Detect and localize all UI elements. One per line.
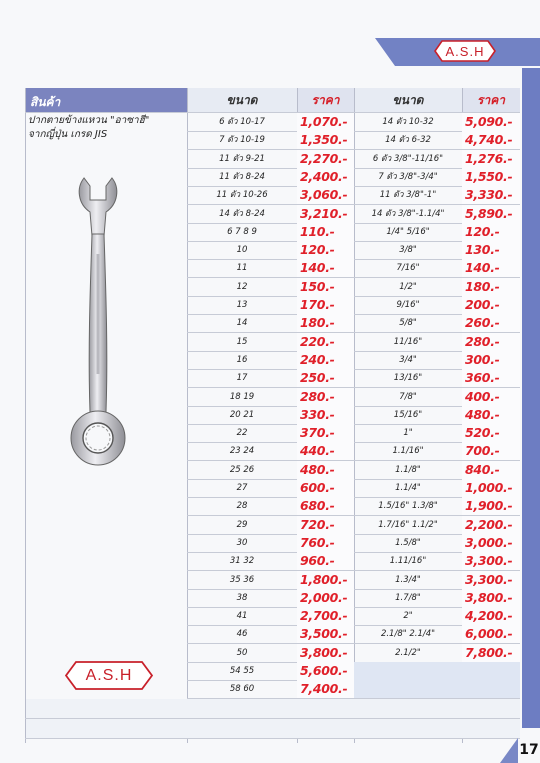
- table-row: [187, 589, 520, 608]
- price-metric-cell: 170.-: [297, 296, 354, 314]
- price-metric-cell: 1,070.-: [297, 113, 354, 131]
- size-inch-cell: 1.5/16" 1.3/8": [378, 501, 438, 512]
- price-metric-cell: 480.-: [297, 461, 354, 479]
- size-inch-cell: 1.1/16": [392, 446, 424, 457]
- price-inch-cell: 1,276.-: [462, 150, 520, 168]
- table-row: [187, 388, 520, 407]
- product-name: ปากตายข้างแหวน "อาซาฮี": [28, 115, 150, 126]
- size-inch-cell: 14 ตัว 6-32: [385, 135, 431, 146]
- size-metric-cell: 11: [236, 263, 248, 274]
- table-row: [187, 442, 520, 461]
- price-metric-cell: 720.-: [297, 516, 354, 534]
- brand-logo-text: A.S.H: [445, 43, 485, 59]
- price-metric-cell: 1,800.-: [297, 571, 354, 589]
- size-metric-cell: 11 ตัว 10-26: [216, 190, 268, 201]
- price-inch-cell: 5,090.-: [462, 113, 520, 131]
- price-inch-cell: 1,900.-: [462, 497, 520, 515]
- price-metric-cell: 180.-: [297, 314, 354, 332]
- size-inch-cell: 2.1/2": [395, 647, 421, 658]
- size-metric-cell: 29: [236, 519, 248, 530]
- price-header-1: ราคา: [297, 88, 354, 112]
- price-metric-cell: 2,000.-: [297, 589, 354, 607]
- price-metric-cell: 150.-: [297, 278, 354, 296]
- table-row: [187, 351, 520, 370]
- price-metric-cell: 370.-: [297, 424, 354, 442]
- table-row: [187, 333, 520, 352]
- price-metric-cell: 240.-: [297, 351, 354, 369]
- price-metric-cell: 7,400.-: [297, 680, 354, 698]
- table-row: [187, 168, 520, 187]
- table-row: [187, 662, 520, 681]
- price-inch-cell: 130.-: [462, 241, 520, 259]
- size-inch-cell: 1.7/8": [395, 592, 421, 603]
- price-inch-cell: 4,200.-: [462, 607, 520, 625]
- price-inch-cell: 3,800.-: [462, 589, 520, 607]
- size-metric-cell: 28: [236, 501, 248, 512]
- size-inch-cell: 11 ตัว 3/8"-1": [379, 190, 437, 201]
- table-row: [187, 241, 520, 260]
- price-metric-cell: 3,500.-: [297, 625, 354, 643]
- size-header-1: ขนาด: [187, 88, 297, 112]
- price-inch-cell: 140.-: [462, 259, 520, 277]
- size-inch-cell: 1.3/4": [395, 574, 421, 585]
- price-inch-cell: 3,330.-: [462, 186, 520, 204]
- size-metric-cell: 14: [236, 318, 248, 329]
- size-metric-cell: 54 55: [229, 666, 255, 676]
- size-inch-cell: 13/16": [393, 373, 423, 384]
- table-row: [187, 424, 520, 443]
- size-inch-cell: 14 ตัว 10-32: [382, 117, 434, 127]
- size-inch-cell: 5/8": [399, 318, 417, 329]
- price-inch-cell: 3,000.-: [462, 534, 520, 552]
- price-inch-cell: 180.-: [462, 278, 520, 296]
- price-inch-cell: [462, 662, 520, 680]
- table-row: [187, 461, 520, 480]
- price-inch-cell: 7,800.-: [462, 644, 520, 662]
- size-metric-cell: 30: [236, 537, 248, 548]
- price-inch-cell: 1,000.-: [462, 479, 520, 497]
- size-inch-cell: 1/2": [399, 281, 417, 292]
- size-inch-cell: 9/16": [396, 300, 420, 310]
- price-inch-cell: 700.-: [462, 442, 520, 460]
- price-inch-cell: 3,300.-: [462, 571, 520, 589]
- table-rule: [25, 738, 520, 739]
- size-metric-cell: 23 24: [229, 446, 255, 457]
- size-inch-cell: [354, 680, 462, 698]
- side-accent-bar: [522, 68, 540, 728]
- size-metric-cell: 18 19: [229, 391, 255, 402]
- size-inch-cell: 2": [403, 611, 413, 622]
- table-row: [187, 296, 520, 315]
- size-inch-cell: [354, 662, 462, 680]
- table-row: [187, 607, 520, 626]
- price-inch-cell: 840.-: [462, 461, 520, 479]
- price-metric-cell: 140.-: [297, 259, 354, 277]
- table-row: [187, 150, 520, 169]
- product-description: [28, 114, 149, 142]
- price-metric-cell: 3,800.-: [297, 644, 354, 662]
- price-inch-cell: 120.-: [462, 223, 520, 241]
- table-row: [187, 113, 520, 132]
- price-metric-cell: 280.-: [297, 388, 354, 406]
- price-metric-cell: 960.-: [297, 552, 354, 570]
- price-header-2: ราคา: [462, 88, 520, 112]
- product-column-header: สินค้า: [30, 95, 61, 109]
- size-metric-cell: 15: [236, 336, 248, 347]
- size-inch-cell: 3/4": [399, 354, 417, 365]
- size-inch-cell: 11/16": [393, 336, 423, 347]
- size-metric-cell: 16: [236, 354, 248, 365]
- price-inch-cell: 480.-: [462, 406, 520, 424]
- size-metric-cell: 35 36: [229, 574, 255, 585]
- size-metric-cell: 7 ตัว 10-19: [219, 135, 265, 146]
- table-row: [187, 625, 520, 644]
- size-metric-cell: 20 21: [229, 409, 255, 420]
- page-number: 17: [519, 742, 539, 758]
- table-row: [187, 186, 520, 205]
- size-metric-cell: 38: [236, 592, 248, 603]
- page-number-tab: [518, 738, 540, 763]
- price-metric-cell: 3,210.-: [297, 205, 354, 223]
- price-metric-cell: 5,600.-: [297, 662, 354, 680]
- table-empty-row: [26, 699, 520, 718]
- price-inch-cell: 520.-: [462, 424, 520, 442]
- table-border-left: [25, 88, 26, 743]
- size-metric-cell: 11 ตัว 9-21: [219, 153, 265, 164]
- price-metric-cell: 760.-: [297, 534, 354, 552]
- price-metric-cell: 220.-: [297, 333, 354, 351]
- size-metric-cell: 14 ตัว 8-24: [219, 208, 265, 219]
- table-row: [187, 644, 520, 663]
- price-inch-cell: 1,550.-: [462, 168, 520, 186]
- size-metric-cell: 58 60: [229, 684, 255, 695]
- brand-logo-top: [434, 40, 496, 62]
- brand-logo-text: A.S.H: [85, 666, 133, 684]
- size-metric-cell: 22: [236, 428, 248, 439]
- size-metric-cell: 46: [236, 629, 248, 640]
- price-inch-cell: [462, 680, 520, 698]
- size-inch-cell: 14 ตัว 3/8"-1.1/4": [371, 208, 445, 219]
- size-metric-cell: 41: [236, 611, 248, 622]
- size-inch-cell: 15/16": [393, 409, 423, 420]
- product-grade: จากญี่ปุ่น เกรด JIS: [28, 129, 108, 140]
- price-inch-cell: 280.-: [462, 333, 520, 351]
- size-metric-cell: 25 26: [229, 464, 255, 475]
- combination-wrench-image: [66, 174, 130, 484]
- brand-logo-bottom: [65, 661, 153, 690]
- table-row: [187, 406, 520, 425]
- price-inch-cell: 6,000.-: [462, 625, 520, 643]
- table-row: [187, 314, 520, 333]
- price-inch-cell: 260.-: [462, 314, 520, 332]
- price-inch-cell: 200.-: [462, 296, 520, 314]
- size-inch-cell: 7/16": [396, 263, 420, 274]
- price-metric-cell: 600.-: [297, 479, 354, 497]
- price-inch-cell: 2,200.-: [462, 516, 520, 534]
- size-inch-cell: 7/8": [399, 391, 417, 402]
- size-metric-cell: 27: [236, 483, 248, 493]
- price-metric-cell: 3,060.-: [297, 186, 354, 204]
- price-metric-cell: 1,350.-: [297, 131, 354, 149]
- table-row: [187, 278, 520, 297]
- price-metric-cell: 680.-: [297, 497, 354, 515]
- size-inch-cell: 1.5/8": [395, 537, 421, 548]
- size-metric-cell: 11 ตัว 8-24: [219, 171, 265, 182]
- size-inch-cell: 3/8": [399, 245, 417, 256]
- price-metric-cell: 330.-: [297, 406, 354, 424]
- table-row: [187, 571, 520, 590]
- table-row: [187, 369, 520, 388]
- price-inch-cell: 5,890.-: [462, 205, 520, 223]
- table-row: [187, 680, 520, 699]
- size-inch-cell: 7 ตัว 3/8"-3/4": [378, 171, 438, 182]
- price-metric-cell: 110.-: [297, 223, 354, 241]
- size-metric-cell: 12: [236, 281, 248, 292]
- table-row: [187, 516, 520, 535]
- size-inch-cell: 6 ตัว 3/8"-11/16": [372, 153, 444, 164]
- table-row: [187, 479, 520, 498]
- price-inch-cell: 3,300.-: [462, 552, 520, 570]
- table-row: [187, 534, 520, 553]
- price-inch-cell: 400.-: [462, 388, 520, 406]
- price-metric-cell: 2,400.-: [297, 168, 354, 186]
- size-inch-cell: 1.1/4": [395, 483, 421, 493]
- size-metric-cell: 6 7 8 9: [227, 226, 257, 237]
- size-inch-cell: 1.11/16": [389, 556, 427, 567]
- table-row: [187, 205, 520, 224]
- table-row: [187, 552, 520, 571]
- price-metric-cell: 440.-: [297, 442, 354, 460]
- size-metric-cell: 50: [236, 647, 248, 658]
- size-metric-cell: 10: [236, 245, 248, 256]
- size-inch-cell: 2.1/8" 2.1/4": [380, 629, 436, 640]
- table-row: [187, 223, 520, 242]
- table-row: [187, 131, 520, 150]
- price-metric-cell: 250.-: [297, 369, 354, 387]
- size-inch-cell: 1.7/16" 1.1/2": [378, 519, 438, 530]
- table-row: [187, 497, 520, 516]
- size-inch-cell: 1/4" 5/16": [386, 226, 430, 237]
- size-inch-cell: 1": [403, 428, 413, 439]
- size-metric-cell: 17: [236, 373, 248, 384]
- price-inch-cell: 360.-: [462, 369, 520, 387]
- size-header-2: ขนาด: [354, 88, 462, 112]
- size-metric-cell: 31 32: [229, 556, 255, 567]
- price-metric-cell: 2,700.-: [297, 607, 354, 625]
- size-metric-cell: 13: [236, 300, 248, 310]
- table-row: [187, 259, 520, 278]
- table-empty-row: [26, 719, 520, 738]
- price-metric-cell: 2,270.-: [297, 150, 354, 168]
- price-inch-cell: 4,740.-: [462, 131, 520, 149]
- size-inch-cell: 1.1/8": [395, 464, 421, 475]
- size-metric-cell: 6 ตัว 10-17: [219, 117, 265, 127]
- price-metric-cell: 120.-: [297, 241, 354, 259]
- price-inch-cell: 300.-: [462, 351, 520, 369]
